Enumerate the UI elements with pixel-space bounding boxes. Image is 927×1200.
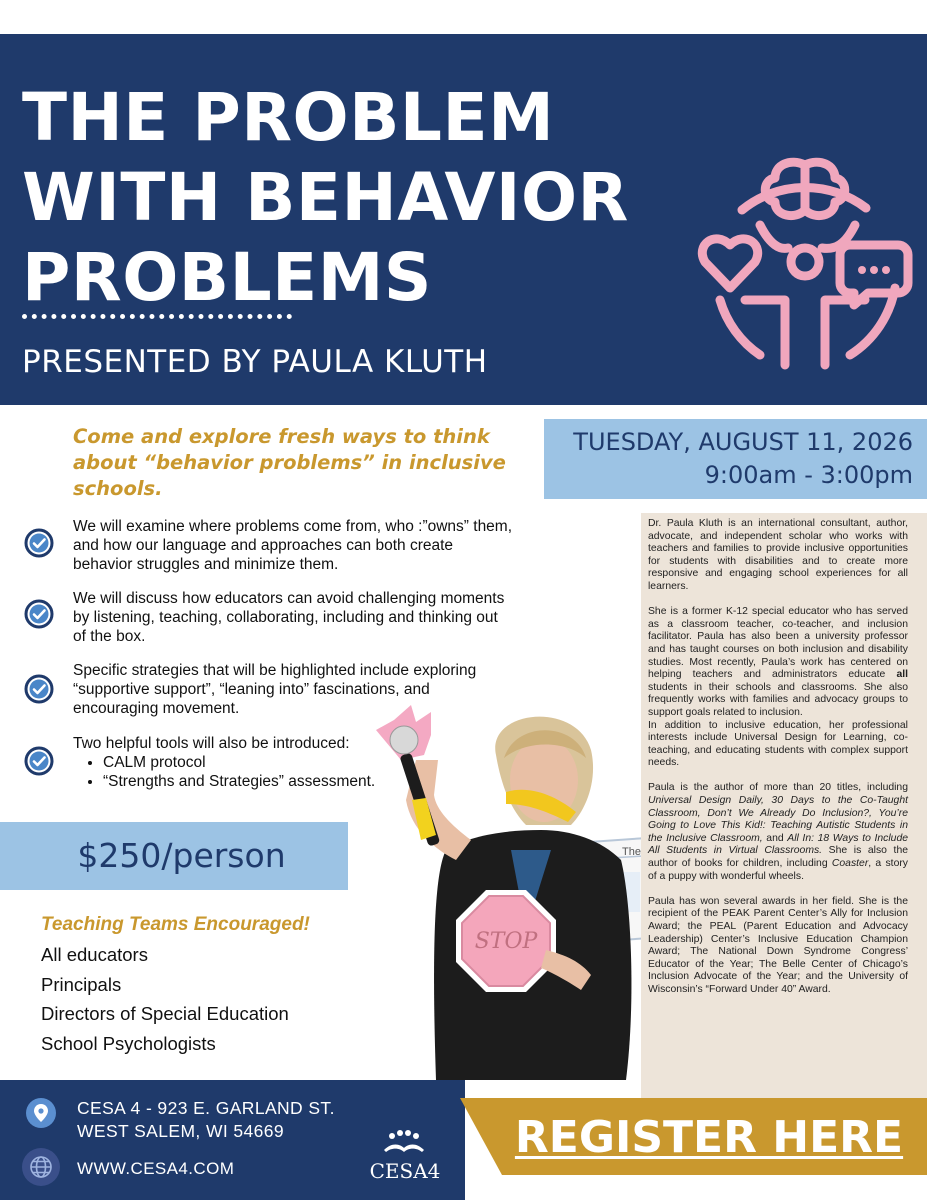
check-circle-icon <box>24 746 54 776</box>
title-divider <box>22 314 292 320</box>
address-line: CESA 4 - 923 E. GARLAND ST. <box>77 1098 335 1118</box>
globe-icon <box>22 1148 60 1186</box>
price: $250/person <box>77 836 286 875</box>
bio-paragraph: In addition to inclusive education, her professional interests include Universal Design for Learning, co-teaching, and educating students with complex support needs. <box>648 719 908 769</box>
page-title: THE PROBLEM WITH BEHAVIOR PROBLEMS <box>22 79 629 316</box>
stop-sign-label: STOP <box>474 929 538 954</box>
register-button[interactable]: REGISTER HERE <box>514 1112 904 1163</box>
audience-item: Principals <box>41 973 122 995</box>
presenter-photo <box>376 700 646 1080</box>
intro-text: Come and explore fresh ways to think about “behavior problems” in inclusive schools. <box>73 425 506 500</box>
presenter-line: PRESENTED BY PAULA KLUTH <box>22 344 488 380</box>
event-date: TUESDAY, AUGUST 11, 2026 <box>573 428 913 456</box>
address <box>77 1097 335 1143</box>
bullet-item: We will discuss how educators can avoid challenging moments by listening, teaching, collaborating, including and thinking out of the box. <box>73 590 505 645</box>
bio-paragraph: Paula is the author of more than 20 titles, including Universal Design Daily, 30 Days to the Co-Taught Classroom, Don’t We Already Do Inclusion?, You’re Going to Love This Kid!: Teaching Autistic Students in the Inclusive Classroom, and All In: 18 Ways to Include All Students in Virtual Classrooms. She is also the author of books for children, including Coaster, a story of a puppy with wonderful wheels. <box>648 782 908 882</box>
audience-list <box>41 940 289 1058</box>
bio-paragraph: She is a former K-12 special educator who has served as a classroom teacher, co-teacher, and inclusion facilitator. Paula has also been a university professor and has taught courses on both inclusion and disability studies. Most recently, Paula’s work has centered on helping teachers and administrators educate all students in their schools and classrooms. She also frequently works with families and advocacy groups to support goals related to inclusion. <box>648 606 908 718</box>
audience-item: All educators <box>41 944 148 965</box>
event-datetime <box>544 426 913 492</box>
logo-text: CESA4 <box>369 1159 441 1183</box>
address-line: WEST SALEM, WI 54669 <box>77 1121 285 1141</box>
event-time: 9:00am - 3:00pm <box>704 461 913 489</box>
tool-item: • CALM protocol <box>103 753 513 772</box>
bio-paragraph: Dr. Paula Kluth is an international consultant, author, advocate, and independent scholar who works with teachers and families to provide inclusive opportunities for students with disabilities and to create more responsive and engaging school experiences for all learners. <box>648 518 908 592</box>
check-circle-icon <box>24 674 54 704</box>
check-circle-icon <box>24 599 54 629</box>
bio-text <box>648 518 908 1009</box>
stop-sign <box>456 890 556 992</box>
check-circle-icon <box>24 528 54 558</box>
cesa4-logo <box>362 1128 448 1186</box>
map-pin-icon <box>26 1098 56 1128</box>
audience-heading: Teaching Teams Encouraged! <box>41 914 310 935</box>
tool-item: • “Strengths and Strategies” assessment. <box>103 772 513 791</box>
bullet-item: Specific strategies that will be highlighted include exploring “supportive support”, “leaning into” fascinations, and encouraging movement. <box>73 662 477 717</box>
audience-item: Directors of Special Education <box>41 1003 289 1024</box>
bullet-item: We will examine where problems come from, who :”owns” them, and how our language and approaches can both create behavior struggles and minimize them. <box>73 518 513 573</box>
audience-item: School Psychologists <box>41 1032 216 1054</box>
website-link[interactable]: WWW.CESA4.COM <box>77 1159 235 1178</box>
bio-paragraph: Paula has won several awards in her field. She is the recipient of the PEAK Parent Center’s Ally for Inclusion Award; the PEAL (Parent Education and Advocacy Leadership) Center’s Inclusive Education Champion Award; The National Down Syndrome Congress’ Educator of the Year; The Belle Center of Chicago’s Inclusion Advocate of the Year; and the University of Wisconsin’s “Forward Under 40” Award. <box>648 895 908 995</box>
tools-intro: Two helpful tools will also be introduced: <box>73 735 350 752</box>
card-label-then: The <box>622 846 641 858</box>
brain-heart-chat-person-icon <box>690 150 920 380</box>
